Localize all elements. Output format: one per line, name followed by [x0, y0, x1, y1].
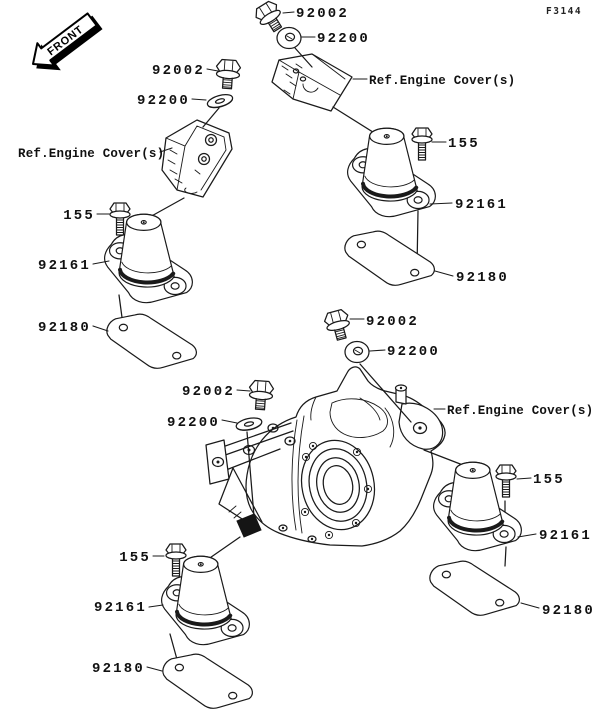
- callout-left-bolt: 92002: [151, 63, 205, 79]
- callout-rl-plate: 92180: [542, 603, 596, 619]
- callout-ru-bolt: 155: [448, 136, 480, 152]
- callout-cover-ref-top: Ref.Engine Cover(s): [369, 74, 516, 88]
- engine-cover-bracket-left: [162, 120, 232, 197]
- callout-center-bolt: 92002: [366, 314, 420, 330]
- callout-left-washer: 92200: [136, 93, 190, 109]
- callout-cleft-bolt: 92002: [181, 384, 235, 400]
- mount-plate-bottom-left: [163, 654, 253, 708]
- callout-bl-plate: 92180: [91, 661, 145, 677]
- callout-center-washer: 92200: [387, 344, 441, 360]
- washer-92200-top: [277, 28, 301, 49]
- callout-cleft-washer: 92200: [166, 415, 220, 431]
- callout-top-washer: 92200: [317, 31, 371, 47]
- callout-top-bolt: 92002: [296, 6, 350, 22]
- mount-plate-right-lower: [430, 561, 520, 615]
- callout-bl-mount: 92161: [93, 600, 147, 616]
- front-arrow: [25, 7, 105, 79]
- callout-lm-plate: 92180: [37, 320, 91, 336]
- bolt-155-right-lower: [496, 465, 516, 497]
- engine-mount-bottom-left: [162, 556, 250, 644]
- washer-92200-center: [345, 342, 369, 363]
- callout-cover-ref-left: Ref.Engine Cover(s): [18, 147, 165, 161]
- bolt-92002-left: [215, 59, 241, 89]
- washer-92200-left: [206, 92, 234, 110]
- figure-code: F3144: [546, 6, 583, 17]
- callout-rl-mount: 92161: [539, 528, 593, 544]
- callout-lm-bolt: 155: [63, 208, 95, 224]
- callout-lm-mount: 92161: [37, 258, 91, 274]
- front-arrow-label: FRONT: [45, 23, 86, 59]
- callout-cover-ref-right: Ref.Engine Cover(s): [447, 404, 594, 418]
- callout-ru-mount: 92161: [455, 197, 509, 213]
- bolt-92002-center: [323, 308, 354, 342]
- mount-plate-right-upper: [345, 231, 435, 285]
- engine-cover-bracket-top: [272, 54, 352, 111]
- washer-92200-center-left: [235, 416, 263, 433]
- bolt-155-right-upper: [412, 128, 432, 160]
- crankcase: [206, 367, 445, 546]
- mount-plate-left-mid: [107, 314, 197, 368]
- callout-ru-plate: 92180: [456, 270, 510, 286]
- callout-bl-bolt: 155: [119, 550, 151, 566]
- callout-rl-bolt: 155: [533, 472, 565, 488]
- bolt-92002-center-left: [248, 380, 274, 410]
